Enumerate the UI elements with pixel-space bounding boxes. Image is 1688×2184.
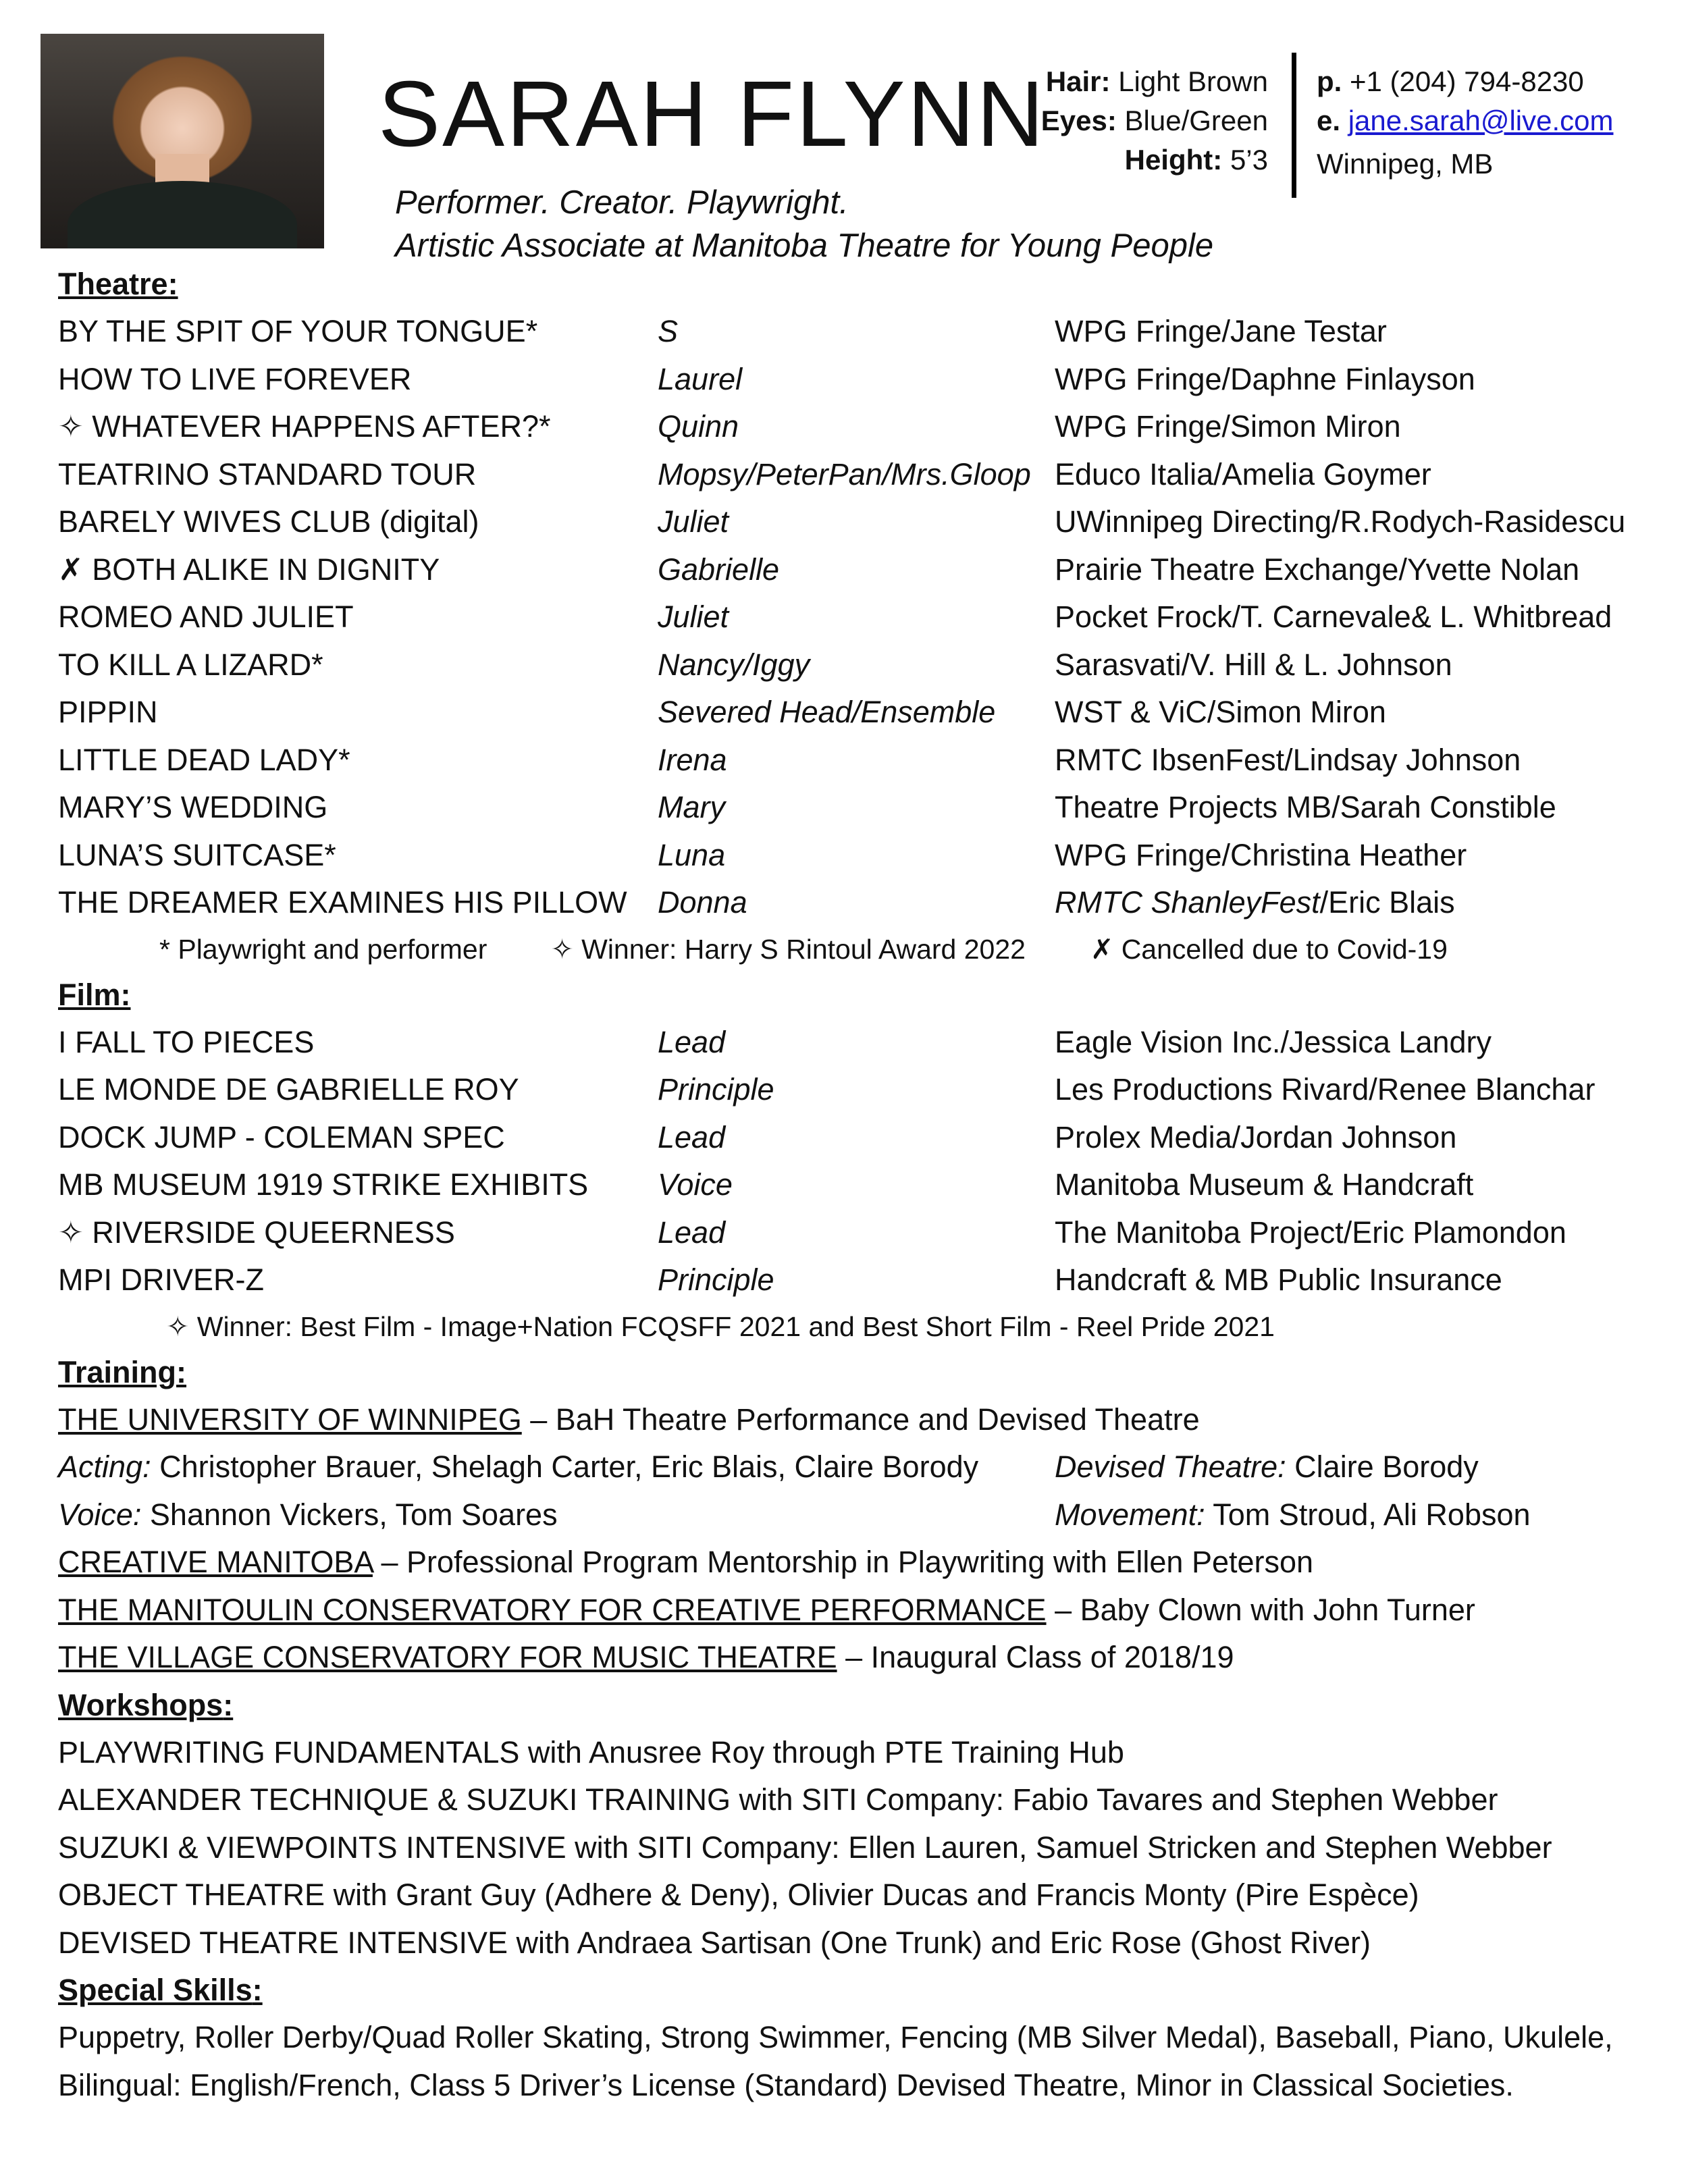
theatre-credit-company: Prairie Theatre Exchange/Yvette Nolan xyxy=(1055,552,1580,587)
section-heading-training: Training: xyxy=(58,1354,187,1389)
theatre-credit-row xyxy=(58,784,1661,832)
theatre-credit-role: Nancy/Iggy xyxy=(658,647,810,682)
theatre-credit-role: Luna xyxy=(658,837,726,872)
legend-film-winner: ✧ Winner: Best Film - Image+Nation FCQSFF 2021 and Best Short Film - Reel Pride 2021 xyxy=(166,1310,1275,1342)
section-heading-film: Film: xyxy=(58,977,131,1012)
contact-phone: p. +1 (204) 794-8230 xyxy=(1317,65,1584,97)
film-credit-row xyxy=(58,1161,1661,1209)
legend-winner: ✧ Winner: Harry S Rintoul Award 2022 xyxy=(550,933,1026,965)
performer-name: SARAH FLYNN xyxy=(378,62,1046,166)
theatre-credit-title: THE DREAMER EXAMINES HIS PILLOW xyxy=(58,885,627,920)
training-voice-movement xyxy=(58,1491,1661,1539)
theatre-credit-role: Laurel xyxy=(658,361,743,396)
training-creative-manitoba: CREATIVE MANITOBA – Professional Program Mentorship in Playwriting with Ellen Peterson xyxy=(58,1545,1314,1579)
contact-email: e. jane.sarah@live.com xyxy=(1317,105,1614,136)
theatre-credit-title: BARELY WIVES CLUB (digital) xyxy=(58,504,479,539)
theatre-credit-row xyxy=(58,737,1661,784)
theatre-credit-title: HOW TO LIVE FOREVER xyxy=(58,361,412,396)
theatre-credit-role: Mary xyxy=(658,790,725,824)
workshop-list xyxy=(58,1729,1661,1967)
theatre-credit-company: UWinnipeg Directing/R.Rodych-Rasidescu xyxy=(1055,504,1626,539)
theatre-credit-row xyxy=(58,403,1661,451)
film-credit-role: Principle xyxy=(658,1262,774,1297)
theatre-credit-title: LUNA’S SUITCASE* xyxy=(58,837,336,872)
theatre-credit-role: Juliet xyxy=(658,600,729,634)
theatre-credit-role: Juliet xyxy=(658,504,729,539)
film-credits xyxy=(58,1019,1661,1304)
training-village: THE VILLAGE CONSERVATORY FOR MUSIC THEATRE – Inaugural Class of 2018/19 xyxy=(58,1640,1234,1674)
film-credit-role: Voice xyxy=(658,1167,733,1202)
film-credit-company: Handcraft & MB Public Insurance xyxy=(1055,1262,1502,1297)
physical-stats xyxy=(1041,62,1268,180)
film-credit-role: Lead xyxy=(658,1024,726,1059)
theatre-credit-company: WPG Fringe/Simon Miron xyxy=(1055,409,1401,444)
film-credit-title: MPI DRIVER-Z xyxy=(58,1262,265,1297)
skills-line-2: Bilingual: English/French, Class 5 Driver’s License (Standard) Devised Theatre, Minor in Classical Societies. xyxy=(58,2067,1514,2102)
theatre-credit-company: Theatre Projects MB/Sarah Constible xyxy=(1055,790,1556,824)
workshop-item: PLAYWRITING FUNDAMENTALS with Anusree Roy through PTE Training Hub xyxy=(58,1734,1124,1769)
theatre-credit-row xyxy=(58,641,1661,689)
header-divider xyxy=(1292,53,1296,198)
theatre-credit-title: TEATRINO STANDARD TOUR xyxy=(58,456,477,491)
stat-height: Height: 5’3 xyxy=(1124,144,1268,176)
theatre-credit-row xyxy=(58,593,1661,641)
theatre-credit-role: Gabrielle xyxy=(658,552,780,587)
contact-info xyxy=(1317,62,1614,184)
film-credit-company: Prolex Media/Jordan Johnson xyxy=(1055,1119,1457,1154)
film-credit-role: Principle xyxy=(658,1072,774,1107)
film-credit-row xyxy=(58,1019,1661,1067)
theatre-credit-row xyxy=(58,451,1661,499)
training-devised: Devised Theatre: Claire Borody xyxy=(1055,1449,1479,1484)
theatre-credit-row xyxy=(58,498,1661,546)
theatre-credit-row xyxy=(58,879,1661,927)
section-heading-workshops: Workshops: xyxy=(58,1687,234,1722)
theatre-credit-title: LITTLE DEAD LADY* xyxy=(58,742,350,777)
film-credit-role: Lead xyxy=(658,1119,726,1154)
film-credit-company: Les Productions Rivard/Renee Blanchar xyxy=(1055,1072,1595,1107)
resume-body xyxy=(58,261,1661,2109)
theatre-credits xyxy=(58,308,1661,927)
theatre-credit-company: WPG Fringe/Christina Heather xyxy=(1055,837,1467,872)
workshop-item: DEVISED THEATRE INTENSIVE with Andraea Sartisan (One Trunk) and Eric Rose (Ghost River) xyxy=(58,1925,1371,1960)
theatre-credit-title: BY THE SPIT OF YOUR TONGUE* xyxy=(58,314,538,348)
theatre-legend xyxy=(58,927,1661,971)
theatre-credit-row xyxy=(58,356,1661,404)
film-credit-row xyxy=(58,1256,1661,1304)
film-credit-row xyxy=(58,1114,1661,1162)
section-heading-skills: Special Skills: xyxy=(58,1973,263,2007)
theatre-credit-company: RMTC IbsenFest/Lindsay Johnson xyxy=(1055,742,1521,777)
skills-line-1: Puppetry, Roller Derby/Quad Roller Skating, Strong Swimmer, Fencing (MB Silver Medal), Baseball, Piano, Ukulele, xyxy=(58,2020,1613,2054)
theatre-credit-title: ROMEO AND JULIET xyxy=(58,600,354,634)
stat-eyes: Eyes: Blue/Green xyxy=(1040,105,1268,136)
theatre-credit-company: WST & ViC/Simon Miron xyxy=(1055,695,1386,729)
film-credit-role: Lead xyxy=(658,1215,726,1250)
training-movement: Movement: Tom Stroud, Ali Robson xyxy=(1055,1497,1531,1532)
film-credit-title: DOCK JUMP - COLEMAN SPEC xyxy=(58,1119,505,1154)
theatre-credit-role: S xyxy=(658,314,679,348)
film-credit-title: I FALL TO PIECES xyxy=(58,1024,315,1059)
film-credit-row xyxy=(58,1209,1661,1257)
workshop-item: OBJECT THEATRE with Grant Guy (Adhere & Deny), Olivier Ducas and Francis Monty (Pire Espèce) xyxy=(58,1877,1419,1912)
workshop-item: SUZUKI & VIEWPOINTS INTENSIVE with SITI Company: Ellen Lauren, Samuel Stricken and Stephen Webber xyxy=(58,1830,1552,1865)
training-voice: Voice: Shannon Vickers, Tom Soares xyxy=(58,1497,558,1532)
theatre-credit-role: Mopsy/PeterPan/Mrs.Gloop xyxy=(658,456,1031,491)
stat-hair: Hair: Light Brown xyxy=(1045,65,1268,97)
training-acting: Acting: Christopher Brauer, Shelagh Carter, Eric Blais, Claire Borody xyxy=(58,1449,979,1484)
theatre-credit-company: WPG Fringe/Jane Testar xyxy=(1055,314,1387,348)
theatre-credit-company: RMTC ShanleyFest/Eric Blais xyxy=(1055,885,1455,920)
theatre-credit-title: MARY’S WEDDING xyxy=(58,790,328,824)
theatre-credit-company: WPG Fringe/Daphne Finlayson xyxy=(1055,361,1475,396)
film-credit-company: Manitoba Museum & Handcraft xyxy=(1055,1167,1474,1202)
tagline-line-1: Performer. Creator. Playwright. xyxy=(395,184,849,221)
theatre-credit-title: ✗ BOTH ALIKE IN DIGNITY xyxy=(58,552,440,587)
theatre-credit-row xyxy=(58,546,1661,594)
theatre-credit-company: Educo Italia/Amelia Goymer xyxy=(1055,456,1431,491)
legend-playwright: * Playwright and performer xyxy=(159,933,487,965)
film-credit-title: LE MONDE DE GABRIELLE ROY xyxy=(58,1072,519,1107)
theatre-credit-company: Sarasvati/V. Hill & L. Johnson xyxy=(1055,647,1452,682)
theatre-credit-company: Pocket Frock/T. Carnevale& L. Whitbread xyxy=(1055,600,1612,634)
film-credit-row xyxy=(58,1066,1661,1114)
film-credit-title: MB MUSEUM 1919 STRIKE EXHIBITS xyxy=(58,1167,589,1202)
film-credit-title: ✧ RIVERSIDE QUEERNESS xyxy=(58,1215,455,1250)
theatre-credit-row xyxy=(58,832,1661,880)
email-link[interactable]: jane.sarah@live.com xyxy=(1348,105,1614,136)
legend-cancelled: ✗ Cancelled due to Covid-19 xyxy=(1090,933,1448,965)
training-manitoulin: THE MANITOULIN CONSERVATORY FOR CREATIVE PERFORMANCE – Baby Clown with John Turner xyxy=(58,1592,1475,1627)
headshot-photo xyxy=(41,34,324,248)
theatre-credit-title: TO KILL A LIZARD* xyxy=(58,647,323,682)
headshot-shoulders xyxy=(68,181,297,248)
workshop-item: ALEXANDER TECHNIQUE & SUZUKI TRAINING with SITI Company: Fabio Tavares and Stephen Webber xyxy=(58,1782,1498,1817)
section-heading-theatre: Theatre: xyxy=(58,267,178,301)
theatre-credit-role: Quinn xyxy=(658,409,739,444)
contact-city: Winnipeg, MB xyxy=(1317,148,1494,180)
theatre-credit-row xyxy=(58,308,1661,356)
training-uwinnipeg: THE UNIVERSITY OF WINNIPEG – BaH Theatre Performance and Devised Theatre xyxy=(58,1402,1200,1437)
film-legend xyxy=(58,1304,1661,1349)
film-credit-company: The Manitoba Project/Eric Plamondon xyxy=(1055,1215,1566,1250)
tagline xyxy=(395,181,1213,267)
theatre-credit-role: Irena xyxy=(658,742,727,777)
training-acting-devised xyxy=(58,1443,1661,1491)
theatre-credit-title: PIPPIN xyxy=(58,695,158,729)
theatre-credit-role: Severed Head/Ensemble xyxy=(658,695,996,729)
theatre-credit-role: Donna xyxy=(658,885,747,920)
theatre-credit-row xyxy=(58,689,1661,737)
film-credit-company: Eagle Vision Inc./Jessica Landry xyxy=(1055,1024,1492,1059)
tagline-line-2: Artistic Associate at Manitoba Theatre for Young People xyxy=(395,228,1214,264)
theatre-credit-title: ✧ WHATEVER HAPPENS AFTER?* xyxy=(58,409,551,444)
